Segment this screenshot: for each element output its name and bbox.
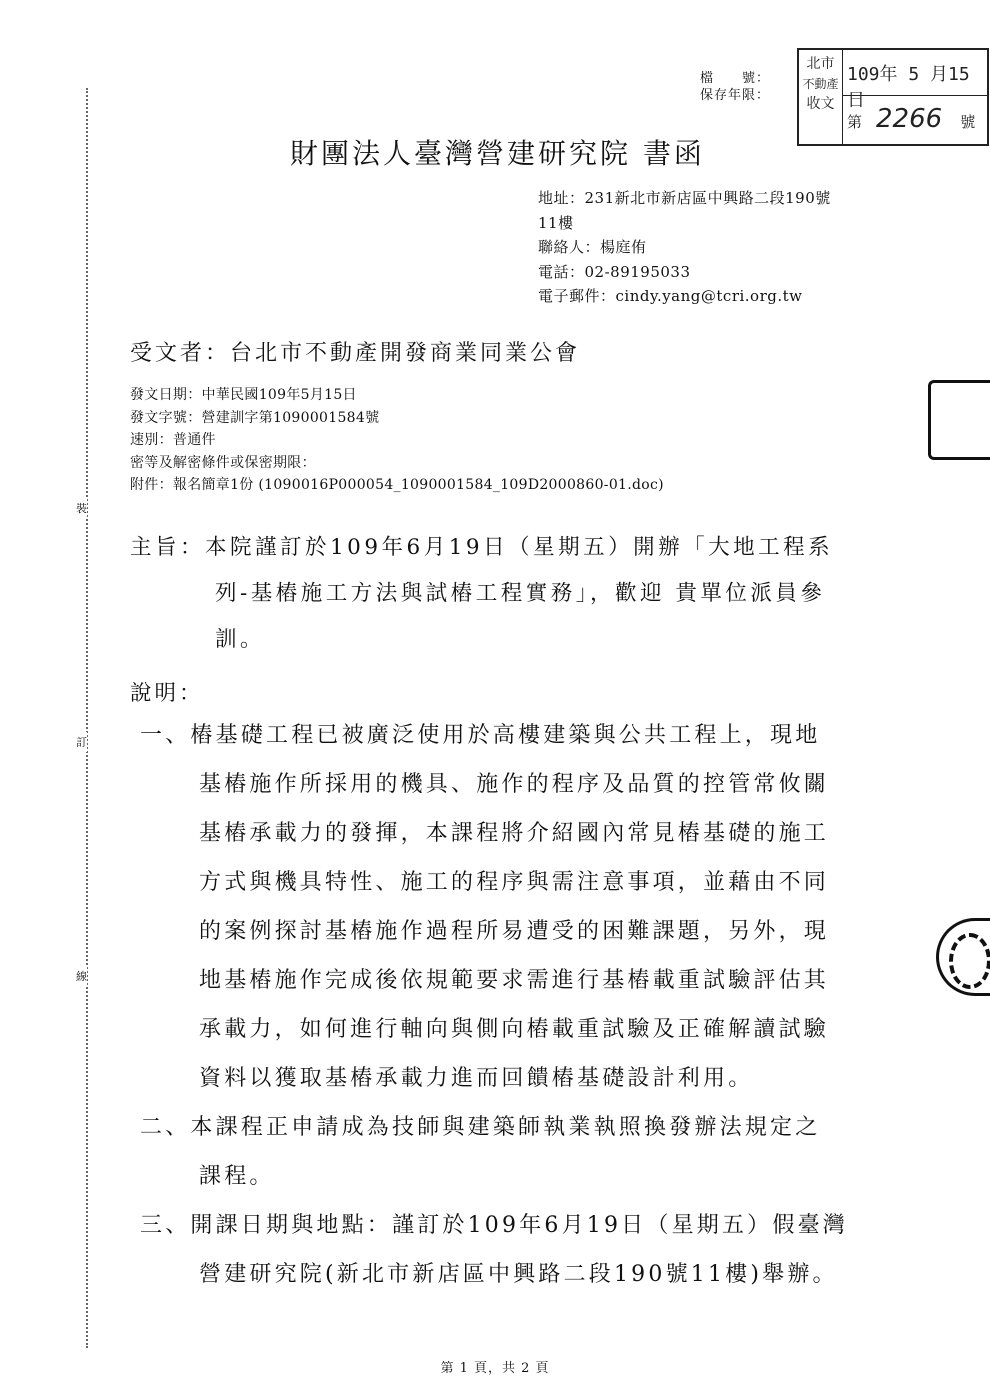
- seal-stamp: [936, 918, 990, 996]
- stamp-number-handwritten: 2266: [876, 104, 943, 134]
- item-line: 基樁施作所採用的機具、施作的程序及品質的控管常攸關: [199, 772, 830, 797]
- stamp-organization: [799, 50, 843, 144]
- item-line: 二、本課程正申請成為技師與建築師執業執照換發辦法規定之: [140, 1115, 821, 1140]
- attachment: 附件：報名簡章1份 (1090016P000054_1090001584_109D2000860-01.doc): [130, 477, 664, 493]
- item-line: 基樁承載力的發揮，本課程將介紹國內常見樁基礎的施工: [199, 821, 830, 846]
- contact-email: 電子郵件：cindy.yang@tcri.org.tw: [538, 287, 803, 305]
- item-line: 一、樁基礎工程已被廣泛使用於高樓建築與公共工程上，現地: [140, 723, 821, 748]
- stamp-number-prefix: 第: [847, 113, 863, 131]
- item-line: 營建研究院(新北市新店區中興路二段190號11樓)舉辦。: [199, 1262, 838, 1287]
- electronic-exchange-stamp: [928, 380, 990, 460]
- subject-line: 主旨：本院謹訂於109年6月19日（星期五）開辦「大地工程系: [130, 535, 834, 560]
- binding-mark-ding: 訂: [76, 732, 87, 752]
- stamp-number: [843, 96, 987, 144]
- subject-line: 列-基樁施工方法與試樁工程實務」，歡迎 貴單位派員參: [215, 581, 826, 606]
- issue-date: 發文日期：中華民國109年5月15日: [130, 387, 357, 403]
- contact-person: 聯絡人：楊庭侑: [538, 238, 647, 256]
- stamp-date: 109年 5 月15日: [843, 50, 987, 96]
- binding-mark-xian: 線: [76, 966, 87, 986]
- binding-mark-zhuang: 裝: [76, 498, 87, 518]
- stamp-org-line-1: 北市: [806, 56, 835, 72]
- file-number-label: 檔 號：: [700, 71, 771, 86]
- confidentiality: 密等及解密條件或保密期限：: [130, 454, 316, 471]
- file-number-block: [700, 70, 770, 104]
- document-number: 發文字號：營建訓字第1090001584號: [130, 409, 380, 426]
- contact-info: [538, 186, 908, 309]
- page-footer: 第 1 頁，共 2 頁: [440, 1361, 550, 1376]
- document-meta: [130, 384, 664, 497]
- item-line: 課程。: [199, 1164, 275, 1189]
- letter-title: 財團法人臺灣營建研究院 書函: [290, 137, 705, 170]
- binding-margin-line: [86, 88, 88, 1348]
- item-line: 方式與機具特性、施工的程序與需注意事項，並藉由不同: [199, 870, 830, 895]
- stamp-org-line-2: 不動產: [802, 77, 839, 91]
- contact-phone: 電話：02-89195033: [538, 262, 691, 281]
- receipt-stamp: [797, 48, 989, 146]
- urgency: 速別：普通件: [130, 432, 216, 448]
- item-line: 地基樁施作完成後依規範要求需進行基樁載重試驗評估其: [199, 968, 830, 993]
- contact-address-floor: 11樓: [538, 213, 574, 232]
- item-line: 承載力，如何進行軸向與側向樁載重試驗及正確解讀試驗: [199, 1017, 830, 1042]
- recipient: 受文者：台北市不動產開發商業同業公會: [130, 341, 581, 366]
- retention-period-label: 保存年限：: [700, 88, 771, 103]
- item-line: 的案例探討基樁施作過程所易遭受的困難課題，另外，現: [199, 919, 830, 944]
- explanation-items: [140, 718, 848, 1306]
- subject: [130, 530, 833, 668]
- contact-address: 地址：231新北市新店區中興路二段190號: [538, 189, 831, 207]
- item-line: 三、開課日期與地點：謹訂於109年6月19日（星期五）假臺灣: [140, 1213, 848, 1238]
- explanation-label: 說明：: [130, 681, 204, 706]
- item-line: 資料以獲取基樁承載力進而回饋樁基礎設計利用。: [199, 1066, 754, 1091]
- subject-line: 訓。: [215, 627, 266, 652]
- stamp-number-suffix: 號: [960, 113, 976, 131]
- stamp-org-line-3: 收文: [806, 96, 835, 112]
